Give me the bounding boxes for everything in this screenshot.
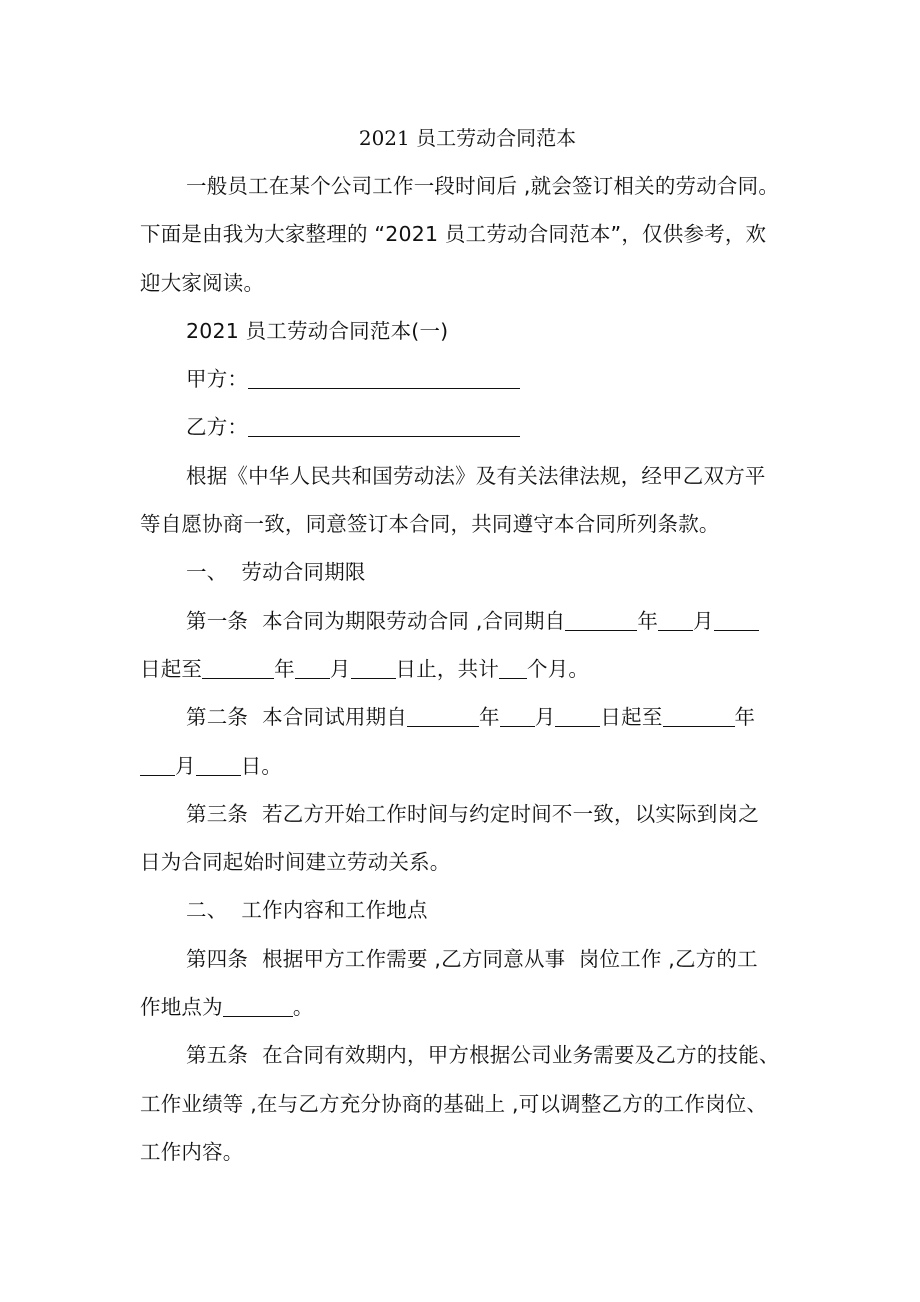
month-label: 月 xyxy=(175,753,196,778)
party-b-row xyxy=(140,403,785,451)
start-year-blank xyxy=(565,608,637,631)
article-2-text: 本合同试用期自 xyxy=(262,705,408,730)
work-location-label: 作地点为 xyxy=(140,995,223,1020)
section-2-title: 工作内容和工作地点 xyxy=(241,898,428,923)
party-a-row xyxy=(140,355,785,403)
article-3-line-2: 日为合同起始时间建立劳动关系。 xyxy=(140,850,451,875)
article-2-line-2 xyxy=(140,742,785,790)
probation-start-month-blank xyxy=(500,704,535,727)
article-4-text: 根据甲方工作需要 ,乙方同意从事 岗位工作 ,乙方的工 xyxy=(262,946,758,971)
document-page xyxy=(140,118,785,1176)
year-label: 年 xyxy=(734,705,756,730)
year-label: 年 xyxy=(274,656,295,681)
document-title: 2021 员工劳动合同范本 xyxy=(358,126,577,150)
months-suffix: 个月。 xyxy=(527,656,590,681)
work-location-blank xyxy=(223,994,293,1017)
day-start-label: 日起至 xyxy=(600,705,663,730)
article-1-line-1 xyxy=(140,597,785,645)
preamble-line-2: 等自愿协商一致，同意签订本合同，共同遵守本合同所列条款。 xyxy=(140,512,720,537)
article-1-text: 本合同为期限劳动合同 ,合同期自 xyxy=(262,608,566,633)
contract-subtitle: 2021 员工劳动合同范本(一) xyxy=(186,318,449,343)
section-1-title: 劳动合同期限 xyxy=(241,560,366,585)
month-label: 月 xyxy=(534,705,556,730)
probation-start-day-blank xyxy=(555,704,600,727)
section-1-number: 一、 xyxy=(186,560,228,585)
end-day-blank xyxy=(351,656,396,679)
year-label: 年 xyxy=(637,608,659,633)
probation-start-year-blank xyxy=(407,704,479,727)
article-5-line-3: 工作内容。 xyxy=(140,1139,244,1164)
end-month-blank xyxy=(295,656,330,679)
article-4-line-1 xyxy=(140,935,785,983)
month-label: 月 xyxy=(693,608,714,633)
end-year-blank xyxy=(202,656,274,679)
start-day-blank xyxy=(714,608,759,631)
article-1-label: 第一条 xyxy=(186,608,249,633)
intro-line-3: 迎大家阅读。 xyxy=(140,270,265,295)
article-2-label: 第二条 xyxy=(186,705,249,730)
article-3-label: 第三条 xyxy=(186,801,249,826)
section-2-number: 二、 xyxy=(186,898,228,923)
article-3-line-1 xyxy=(140,790,785,838)
day-end-label: 日止，共计 xyxy=(395,656,500,681)
section-2-heading xyxy=(140,886,785,934)
probation-end-day-blank xyxy=(196,753,241,776)
month-label: 月 xyxy=(329,656,351,681)
article-5-text: 在合同有效期内，甲方根据公司业务需要及乙方的技能、 xyxy=(262,1043,780,1068)
section-1-heading xyxy=(140,548,785,596)
article-4-label: 第四条 xyxy=(186,946,249,971)
year-label: 年 xyxy=(479,705,500,730)
article-5-label: 第五条 xyxy=(186,1043,249,1068)
start-month-blank xyxy=(658,608,693,631)
day-start-label: 日起至 xyxy=(140,656,203,681)
period: 。 xyxy=(292,995,314,1020)
article-1-line-2 xyxy=(140,645,785,693)
party-a-label: 甲方： xyxy=(186,367,249,392)
article-5-line-1 xyxy=(140,1031,785,1079)
party-b-blank xyxy=(248,414,520,437)
article-2-line-1 xyxy=(140,693,785,741)
intro-line-1: 一般员工在某个公司工作一段时间后 ,就会签订相关的劳动合同。 xyxy=(186,174,780,198)
article-3-text: 若乙方开始工作时间与约定时间不一致，以实际到岗之 xyxy=(262,801,759,826)
party-b-label: 乙方： xyxy=(186,415,249,440)
probation-end-year-blank xyxy=(663,704,735,727)
article-4-line-2 xyxy=(140,983,785,1031)
day-end-label: 日。 xyxy=(240,753,283,778)
party-a-blank xyxy=(248,366,520,389)
intro-line-2: 下面是由我为大家整理的 “2021 员工劳动合同范本”，仅供参考，欢 xyxy=(140,222,767,247)
probation-end-month-blank xyxy=(140,753,175,776)
preamble-line-1: 根据《中华人民共和国劳动法》及有关法律法规，经甲乙双方平 xyxy=(186,463,766,488)
total-months-blank xyxy=(499,656,527,679)
article-5-line-2: 工作业绩等 ,在与乙方充分协商的基础上 ,可以调整乙方的工作岗位、 xyxy=(140,1091,768,1116)
